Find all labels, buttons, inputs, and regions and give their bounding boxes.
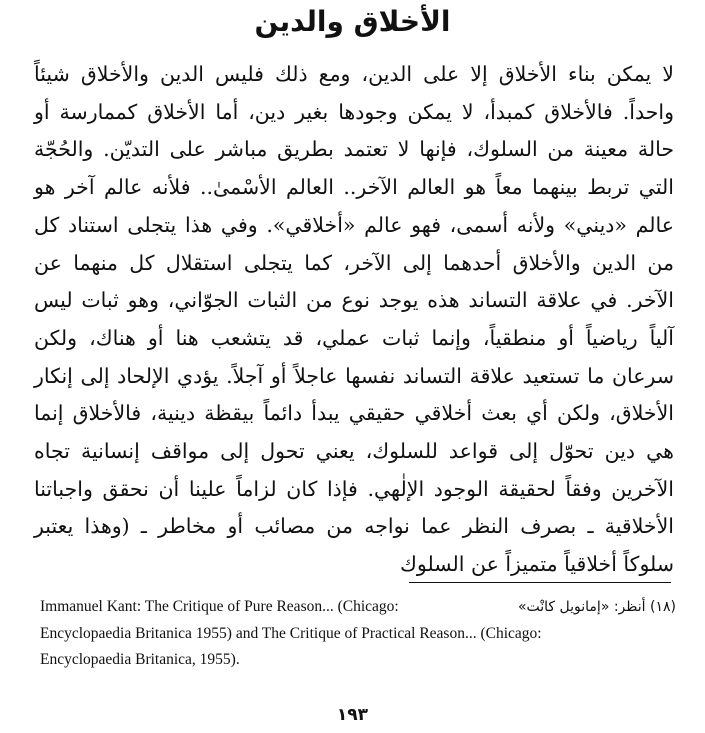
- footnote-english-citation: Immanuel Kant: The Critique of Pure Reason... (Chicago:: [40, 598, 399, 615]
- footnote-arabic-lead: [518, 594, 676, 621]
- page-number: ١٩٣: [336, 705, 369, 725]
- footnote-line-1: [40, 594, 676, 621]
- footnote-line-2: Encyclopaedia Britanica 1955) and The Critique of Practical Reason... (Chicago:: [40, 624, 542, 642]
- main-paragraph-container: [34, 56, 674, 584]
- footnote-number: (١٨): [650, 599, 676, 615]
- chapter-title: الأخلاق والدين: [254, 5, 451, 38]
- footnote-separator: [409, 582, 671, 583]
- footnote-label: أنظر:: [613, 599, 646, 615]
- footnote-author-arabic: «إمانويل كانْت»: [517, 599, 610, 615]
- footnote-line-3: Encyclopaedia Britanica, 1955).: [40, 651, 240, 668]
- footnote: [40, 594, 676, 674]
- main-paragraph: لا يمكن بناء الأخلاق إلا على الدين، ومع ذلك فليس الدين والأخلاق شيئاً واحداً. فالأخلاق كمبدأ، لا يمكن وجودها بغير دين، أما الأخلاق كممارسة أو حالة معينة من السلوك، فإنها لا تعتمد بطريق مباشر على التديّن. والحُجّة التي تربط بينهما معاً هو العالم الآخر.. العالم الأسْمىٰ.. فلأنه عالم آخر هو عالم «ديني» ولأنه أسمى، فهو عالم «أخلاقي». وفي هذا يتجلى استناد كل من الدين والأخلاق أحدهما إلى الآخر، كما يتجلى استقلال كل منهما عن الآخر. في علاقة التساند هذه يوجد نوع من الثبات الجوّاني، وهو ثبات ليس آلياً رياضياً أو منطقياً، وإنما ثبات عملي، قد يتشعب هنا أو هناك، ولكن سرعان ما تستعيد علاقة التساند نفسها عاجلاً أو آجلاً. يؤدي الإلحاد إلى إنكار الأخلاق، ولكن أي بعث أخلاقي حقيقي يبدأ دائماً بيقظة دينية، فالأخلاق إنما هي دين تحوّل إلى قواعد للسلوك، يعني تحول إلى مواقف إنسانية تجاه الآخرين وفقاً لحقيقة الوجود الإلٰهي. فإذا كان لزاماً علينا أن نحقق واجباتنا الأخلاقية ـ بصرف النظر عما نواجه من مصائب أو مخاطر ـ (وهذا يعتبر سلوكاً أخلاقياً متميزاً عن السلوك: [34, 62, 674, 577]
